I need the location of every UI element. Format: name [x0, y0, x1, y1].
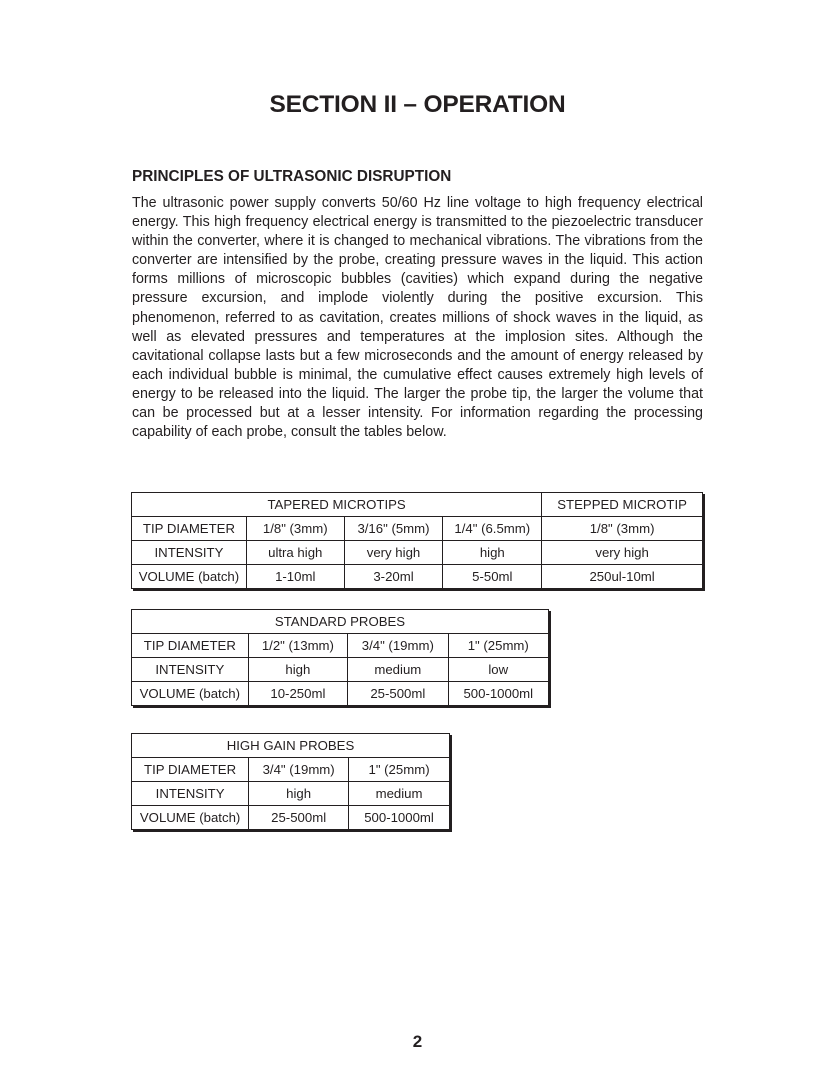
row-label: TIP DIAMETER — [132, 634, 249, 658]
page-title: SECTION II – OPERATION — [269, 91, 566, 118]
table-cell: 1-10ml — [246, 565, 344, 589]
microtips-table — [131, 492, 703, 589]
table-cell: very high — [542, 541, 703, 565]
table-cell: medium — [349, 782, 450, 806]
row-label: TIP DIAMETER — [132, 517, 247, 541]
table-cell: 5-50ml — [443, 565, 542, 589]
table-cell: high — [249, 782, 349, 806]
table-cell: 1/4" (6.5mm) — [443, 517, 542, 541]
row-label: INTENSITY — [132, 782, 249, 806]
body-paragraph: The ultrasonic power supply converts 50/60 Hz line voltage to high frequency electrical energy. This high frequency electrical energy is transmitted to the piezoelectric transducer within the converter, where it is changed to mechanical vibrations. The vibrations from the converter are intensified by the probe, creating pressure waves in the liquid. This action forms millions of microscopic bubbles (cavities) which expand during the negative pressure excursion, and implode violently during the positive excursion. This phenomenon, referred to as cavitation, creates millions of shock waves in the liquid, as well as elevated pressures and temperatures at the implosion sites. Although the cavitational collapse lasts but a few microseconds and the amount of energy released by each individual bubble is minimal, the cumulative effect causes extremely high levels of energy to be released into the liquid. The larger the probe tip, the larger the volume that can be processed but at a lesser intensity. For information regarding the processing capability of each probe, consult the tables below. — [132, 195, 703, 441]
table-row — [132, 782, 450, 806]
table-cell: 500-1000ml — [349, 806, 450, 830]
row-label: TIP DIAMETER — [132, 758, 249, 782]
table-cell: 1/8" (3mm) — [246, 517, 344, 541]
row-label: INTENSITY — [132, 658, 249, 682]
table-row — [132, 806, 450, 830]
table-cell: 25-500ml — [249, 806, 349, 830]
table-cell: 3/4" (19mm) — [348, 634, 448, 658]
table-row — [132, 682, 549, 706]
standard-probes-header: STANDARD PROBES — [132, 610, 549, 634]
table-cell: 10-250ml — [248, 682, 347, 706]
table-cell: ultra high — [246, 541, 344, 565]
table-cell: high — [248, 658, 347, 682]
table-header-row — [132, 610, 549, 634]
table-header-row — [132, 493, 703, 517]
row-label: VOLUME (batch) — [132, 565, 247, 589]
stepped-microtip-header: STEPPED MICROTIP — [542, 493, 703, 517]
high-gain-probes-table — [131, 733, 450, 830]
table-cell: 25-500ml — [348, 682, 448, 706]
table-row — [132, 541, 703, 565]
table-cell: 1" (25mm) — [349, 758, 450, 782]
table-cell: low — [448, 658, 548, 682]
table-row — [132, 758, 450, 782]
table-cell: 1/2" (13mm) — [248, 634, 347, 658]
table-cell: 3-20ml — [344, 565, 443, 589]
section-heading: PRINCIPLES OF ULTRASONIC DISRUPTION — [132, 168, 452, 185]
table-cell: 1" (25mm) — [448, 634, 548, 658]
table-cell: high — [443, 541, 542, 565]
table-cell: medium — [348, 658, 448, 682]
table-cell: 500-1000ml — [448, 682, 548, 706]
table-row — [132, 658, 549, 682]
row-label: VOLUME (batch) — [132, 806, 249, 830]
table-cell: 3/16" (5mm) — [344, 517, 443, 541]
table-cell: 1/8" (3mm) — [542, 517, 703, 541]
table-row — [132, 565, 703, 589]
table-cell: very high — [344, 541, 443, 565]
table-row — [132, 517, 703, 541]
row-label: VOLUME (batch) — [132, 682, 249, 706]
table-cell: 250ul-10ml — [542, 565, 703, 589]
table-header-row — [132, 734, 450, 758]
tapered-microtips-header: TAPERED MICROTIPS — [132, 493, 542, 517]
table-row — [132, 634, 549, 658]
standard-probes-table — [131, 609, 549, 706]
row-label: INTENSITY — [132, 541, 247, 565]
high-gain-probes-header: HIGH GAIN PROBES — [132, 734, 450, 758]
table-cell: 3/4" (19mm) — [249, 758, 349, 782]
page-number: 2 — [412, 1032, 423, 1051]
